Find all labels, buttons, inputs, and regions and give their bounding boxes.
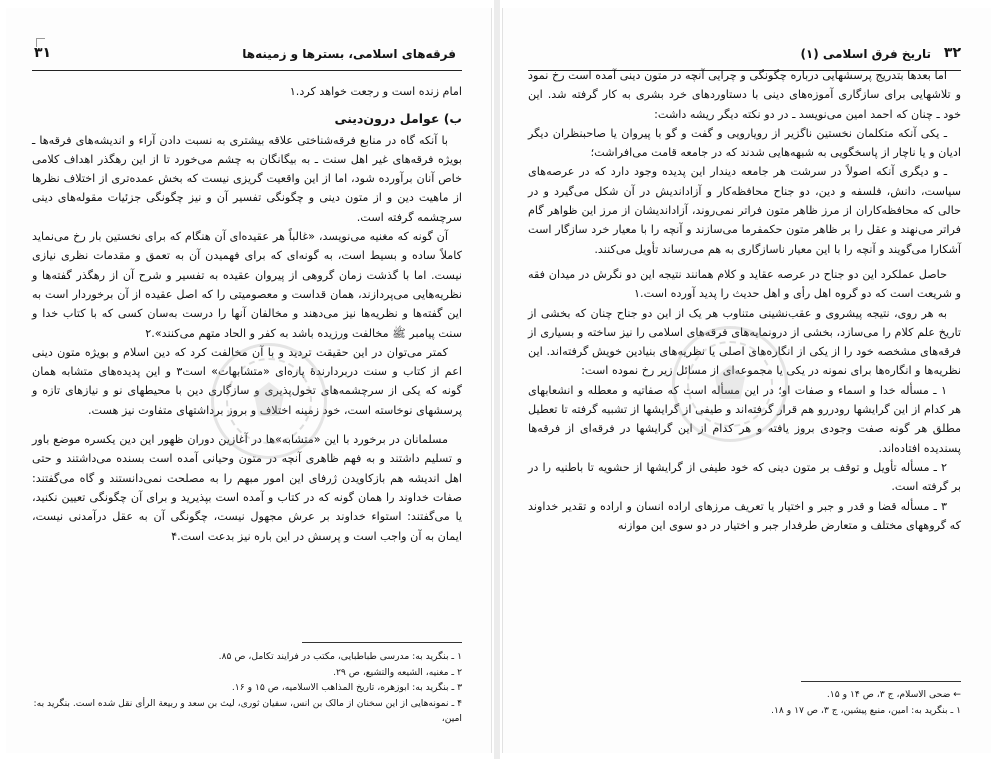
footnote: ١ ـ بنگرید به: مدرسی طباطبایی، مکتب در فرایند تکامل، ص ٨۵.	[218, 651, 462, 662]
paragraph: اما بعدها بتدریج پرسشهایی درباره چگونگی و چرایی آنچه در متون دینی آمده است رخ نمود و تلاشهایی برای سازگاری آموزه‌های دینی با دستاوردهای خرد بشری به کار گرفته شد. این خود ـ چنان که احمد امین می‌نویسد ـ در دو نکته دیگر ریشه داشت:	[528, 69, 961, 121]
left-page-header	[32, 44, 462, 71]
library-stamp-watermark	[211, 343, 327, 459]
book-gutter	[494, 0, 500, 759]
section-heading: ب) عوامل درون‌دینی	[334, 111, 462, 127]
list-item: ١ ـ مسأله خدا و اسماء و صفات او؛ در این مسأله است که صفاتیه و معطله و انشعابهای هر کدام از این گرایشها رودررو هم قرار گرفته‌اند و طیفی از گرایشها از تشبیه گرفته تا تعطیل مطلق هر گونه صفت وجودی بروز یافته و هر کدام از این گرایشها در فرقه‌ای از فرقه‌ها پسندیده افتاده‌اند.	[528, 383, 961, 455]
paragraph: حاصل عملکرد این دو جناح در عرصه عقاید و کلام همانند نتیجه این دو نگرش در میدان فقه و شریعت است که دو گروه اهل رأی و اهل حدیث را پدید آورده است.١	[528, 267, 961, 301]
paragraph: آن گونه که مغنیه می‌نویسد، «غالباً هر عقیده‌ای آن هنگام که برای نخستین بار رخ می‌نماید کاملاً ساده و بسیط است، به گونه‌ای که برای فهمیدن آن به تعمق و مقدمات نظری نیازی نیست. اما با گذشت زمان گروهی از پیروان عقیده به تفسیر و شرح آن از رهگذر گفته‌ها و نظریه‌هایی می‌پردازند، همان قداست و معصومیتی را که اصل عقیده از آن برخوردار است به این گفته‌ها و نظریه‌ها نیز می‌دهند و مخالفان آنها را درست به‌سان کسی که با کتاب خدا و سنت پیامبر ﷺ مخالفت ورزیده باشد به کفر و الحاد متهم می‌کنند».٢	[32, 230, 462, 340]
paragraph: ـ یکی آنکه متکلمان نخستین ناگزیر از رویارویی و گفت و گو با پیروان یا صاحبنظران دیگر ادیان و یا ناچار از پاسخگویی به شبهه‌هایی شدند که در جامعه قامت می‌افراشت؛	[528, 126, 961, 160]
paragraph: مسلمانان در برخورد با این «متشابه»ها در آغازین دوران ظهور این دین یکسره موضع باور و تسلیم داشتند و به فهم ظاهری آنچه در متون وحیانی آمده است بسنده می‌داشتند و حتی اهل اندیشه هم بازکاویدن ژرفای این امور مبهم را به مصلحت نمی‌دانستند و گاه می‌گفتند: صفات خداوند را همان گونه که در کتاب و آمده است بپذیرید و برای آن چگونگی تعیین نکنید، یا می‌گفتند: استواء خداوند بر عرش مجهول نیست، چگونگی آن به عقل درآمدنی نیست، ایمان به آن واجب است و پرسش در این باره نیز بدعت است.۴	[32, 433, 462, 543]
paragraph: با آنکه گاه در منابع فرقه‌شناختی علاقه بیشتری به نسبت دادن آراء و اندیشه‌های فرقه‌ها ـ بویژه فرقه‌های غیر اهل سنت ـ به بیگانگان به چشم می‌خورد تا از این رهگذر اهداف کلامی خاص آنان برآورده شود، اما از این واقعیت گریزی نیست که بخش عمده‌تری از اختلاف نظرها از ماهیت دین و از متون دینی و چگونگی تفسیر آن و نیز چگونگی جزئیات مقوله‌های دینی سرچشمه گرفته است.	[32, 133, 462, 224]
footnote: ۴ ـ نمونه‌هایی از این سخنان از مالک بن انس، سفیان ثوری، لیث بن سعد و ربیعة الرأی نقل شده است. بنگرید به: امین،	[33, 697, 462, 724]
left-page	[6, 8, 492, 753]
footnote: ٢ ـ مغنیه، الشیعه والتشیع، ص ٢٩.	[333, 666, 462, 678]
list-item: ٢ ـ مسأله تأویل و توقف بر متون دینی که خود طیفی از گرایشها از حشویه تا باطنیه را در بر گرفته است.	[528, 460, 961, 494]
footnote: ٣ ـ بنگرید به: ابوزهره، تاریخ المذاهب الاسلامیه، ص ١۵ و ١۶.	[231, 682, 462, 693]
paragraph: به هر روی، نتیجه پیشروی و عقب‌نشینی متناوب هر یک از این دو جناح چنان که بخشی از تاریخ علم کلام را می‌سازد، بخشی از درونمایه‌های فرقه‌های اسلامی را نیز ساخته و بسیاری از فرقه‌های مشخصه خود را از یکی از انگاره‌های اصلی یا نظریه‌های بنیادین خویش گرفته‌اند. این نظریه‌ها و انگاره‌ها برای نمونه در یکی یا مجموعه‌ای از مسائل زیر رخ نموده است:	[528, 306, 961, 378]
footnote: ← ضحی الاسلام، ج ٣، ص ١۴ و ١۵.	[826, 689, 961, 700]
left-page-body	[32, 82, 462, 546]
footnote: ١ ـ بنگرید به: امین، منبع پیشین، ج ٣، ص ١٧ و ١٨.	[771, 704, 961, 716]
right-page-running-title: تاریخ فرق اسلامی (١)	[800, 47, 931, 61]
footnote-rule	[801, 681, 961, 682]
paragraph: ـ و دیگری آنکه اصولاً در سرشت هر جامعه دیندار این پدیده وجود دارد که در عرصه‌های سیاست، دانش، فلسفه و دین، دو جناح محافظه‌کار و آزاداندیش در آن شکل می‌گیرد و در حالی که محافظه‌کاران از مرز ظاهر متون فراتر نمی‌روند، آزاداندیشان از مرز این ظواهر گام فراتر می‌نهند و عقل را بر ظاهر متون حکمفرما می‌سازند و آنچه را با معیار خرد سازگار است آشکارا می‌گویند و آنچه را با این معیار ناسازگاری به هم می‌رساند تأویل می‌کنند.	[528, 165, 961, 256]
paragraph: کمتر می‌توان در این حقیقت تردید و با آن مخالفت کرد که دین اسلام و بویژه متون دینی اعم از کتاب و سنت دربردارندۀ پاره‌ای «متشابهات» است٣ و این پدیده‌های متشابه همان گونه که یکی از سرچشمه‌های تحول‌پذیری و سازگاری دین با محیطهای نو و نیازهای تازه و پرسشهای نوخاسته است، خود زمینه اختلاف و بروز برداشتهای متفاوت نیز هست.	[32, 345, 462, 417]
right-page	[502, 8, 991, 753]
list-item: ٣ ـ مسأله قضا و قدر و جبر و اختیار یا تعریف مرزهای اراده انسان و اراده و تقدیر خداوند که گروههای مختلف و متعارض طرفدار جبر و اختیار در دو سوی این موازنه	[528, 499, 961, 532]
paragraph: امام زنده است و رجعت خواهد کرد.١	[289, 85, 462, 98]
footnote-rule	[302, 642, 462, 643]
library-stamp-watermark	[672, 326, 788, 442]
right-page-body	[528, 66, 961, 535]
left-page-footnotes	[32, 649, 462, 727]
right-page-footnotes	[528, 687, 961, 718]
left-page-number: ٣١	[34, 45, 52, 61]
right-page-number: ٣٢	[943, 45, 961, 61]
left-corner-mark	[36, 38, 45, 47]
left-page-running-title: فرقه‌های اسلامی، بسترها و زمینه‌ها	[242, 47, 456, 61]
